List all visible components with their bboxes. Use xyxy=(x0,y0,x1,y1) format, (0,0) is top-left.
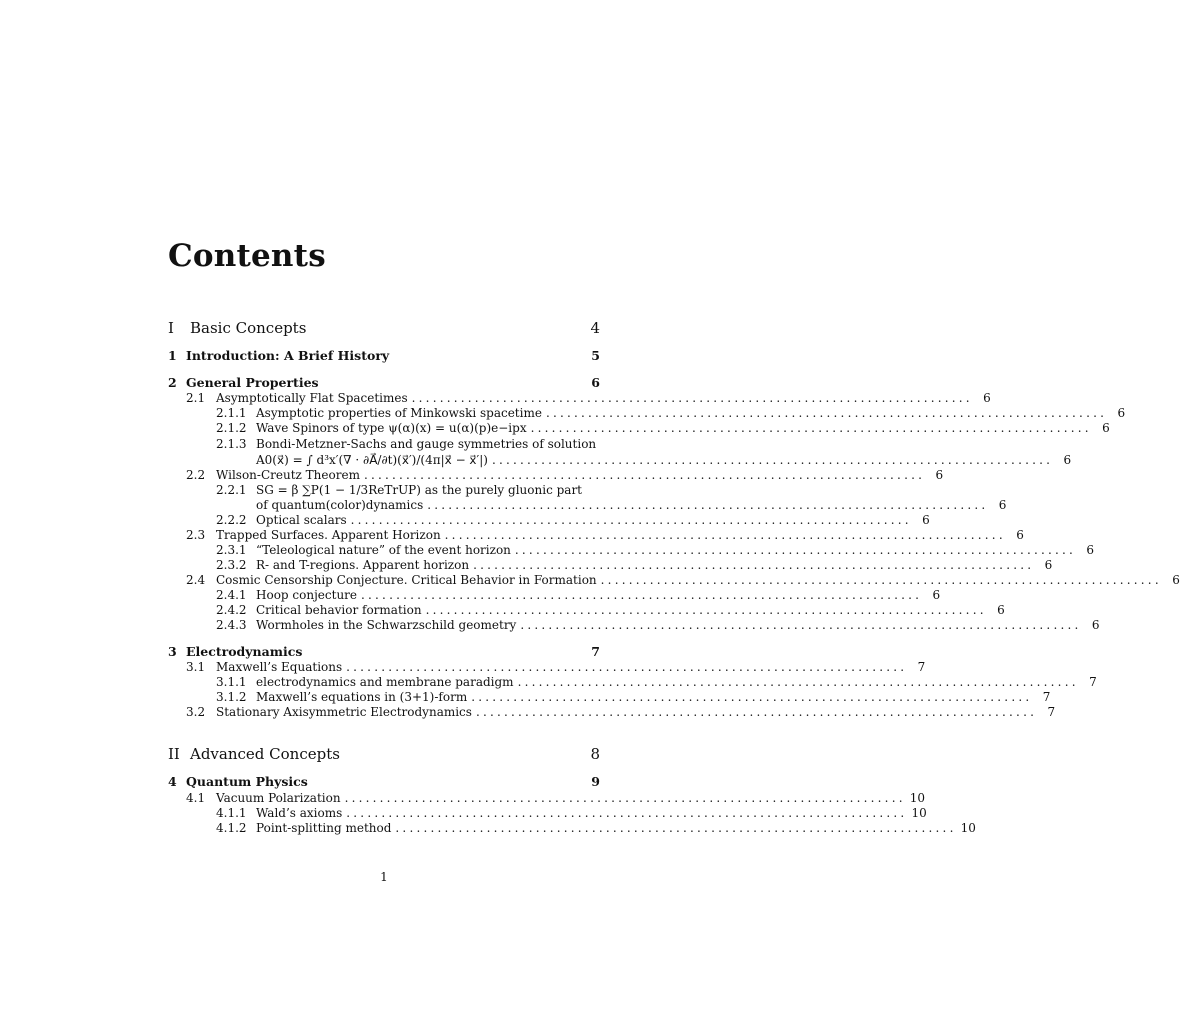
toc-entry-page: 10 xyxy=(911,806,927,820)
toc-entry-title: R- and T-regions. Apparent horizon xyxy=(256,558,470,572)
toc-entry-title: Critical behavior formation xyxy=(256,603,422,617)
toc-entry[interactable] xyxy=(168,744,600,764)
toc-entry-page: 6 xyxy=(1044,558,1053,572)
toc-entry-number: 2.4.1 xyxy=(216,588,247,602)
toc-entry-page: 7 xyxy=(591,644,600,659)
toc-entry-title: Vacuum Polarization xyxy=(216,791,341,805)
toc-entry[interactable] xyxy=(168,420,1110,436)
toc-entry-page: 6 xyxy=(1091,618,1100,632)
dot-leader: ................................................................................ xyxy=(361,588,923,602)
toc-entry-title: “Teleological nature” of the event horizon xyxy=(256,543,511,557)
toc-entry-title: Maxwell’s equations in (3+1)-form xyxy=(256,690,468,704)
toc-entry[interactable] xyxy=(168,436,600,452)
dot-leader: ................................................................................ xyxy=(346,660,908,674)
toc-entry-title: Introduction: A Brief History xyxy=(186,348,390,363)
toc-entry[interactable] xyxy=(168,390,991,406)
dot-leader: ................................................................................ xyxy=(411,391,973,405)
toc-entry-page: 6 xyxy=(1172,573,1180,587)
toc-entry[interactable] xyxy=(168,557,1053,573)
dot-leader: ................................................................................ xyxy=(346,806,908,820)
page-number: 1 xyxy=(380,870,388,884)
toc-entry[interactable] xyxy=(168,790,925,806)
dot-leader: ................................................................................ xyxy=(344,791,906,805)
toc-entry[interactable] xyxy=(168,452,1072,468)
toc-entry-page: 4 xyxy=(590,319,600,337)
toc-entry[interactable] xyxy=(168,497,1007,513)
toc-entry-title: Basic Concepts xyxy=(190,319,307,337)
toc-entry-number: 2.3 xyxy=(186,528,206,542)
toc-entry-page: 6 xyxy=(997,603,1005,617)
toc-entry-number: 2.2 xyxy=(186,468,206,482)
toc-entry-number: 4.1 xyxy=(186,791,206,805)
toc-entry[interactable] xyxy=(168,644,600,660)
toc-entry-page: 6 xyxy=(1086,543,1095,557)
dot-leader: ................................................................................ xyxy=(600,573,1162,587)
toc-entry-page: 6 xyxy=(935,468,944,482)
toc-entry-number: 3 xyxy=(168,644,177,659)
toc-entry-number: 2.1 xyxy=(186,391,206,405)
page-title: Contents xyxy=(168,238,326,274)
toc-entry-page: 5 xyxy=(591,348,600,363)
toc-entry-title: Wilson-Creutz Theorem xyxy=(216,468,360,482)
dot-leader: ................................................................................ xyxy=(395,821,957,835)
toc-entry-number: 3.1.1 xyxy=(216,675,247,689)
toc-entry-title: Maxwell’s Equations xyxy=(216,660,343,674)
toc-entry-title: Stationary Axisymmetric Electrodynamics xyxy=(216,705,472,719)
toc-entry[interactable] xyxy=(168,659,926,675)
dot-leader: ................................................................................ xyxy=(444,528,1006,542)
toc-entry-number: 2.2.1 xyxy=(216,483,247,497)
toc-entry-number: 2.2.2 xyxy=(216,513,247,527)
toc-entry[interactable] xyxy=(168,467,944,483)
toc-entry[interactable] xyxy=(168,348,600,364)
toc-entry-title: Optical scalars xyxy=(256,513,347,527)
toc-entry-page: 10 xyxy=(909,791,925,805)
toc-entry[interactable] xyxy=(168,602,1005,618)
toc-entry-title: A0(x⃗) = ∫ d³x′(∇ · ∂A⃗/∂t)(x⃗′)/(4π|x⃗ − x⃗′|) xyxy=(256,453,488,467)
dot-leader: ................................................................................ xyxy=(363,468,926,482)
toc-entry[interactable] xyxy=(168,375,600,391)
toc-entry-page: 6 xyxy=(1102,421,1110,435)
toc-entry-number: 2.1.1 xyxy=(216,406,247,420)
toc-entry-number: 3.2 xyxy=(186,705,206,719)
toc-entry-number: I xyxy=(168,319,174,337)
toc-entry[interactable] xyxy=(168,689,1051,705)
toc-entry-title: Point-splitting method xyxy=(256,821,392,835)
dot-leader: ................................................................................ xyxy=(514,543,1077,557)
toc-entry-page: 10 xyxy=(960,821,976,835)
toc-entry-title: Quantum Physics xyxy=(186,774,308,789)
dot-leader: ................................................................................ xyxy=(471,690,1033,704)
toc-entry[interactable] xyxy=(168,527,1024,543)
toc-entry[interactable] xyxy=(168,774,600,790)
toc-entry[interactable] xyxy=(168,512,930,528)
toc-entry[interactable] xyxy=(168,405,1126,421)
toc-entry-number: 3.1 xyxy=(186,660,206,674)
toc-entry-title: Electrodynamics xyxy=(186,644,303,659)
toc-entry-title: Wald’s axioms xyxy=(256,806,343,820)
toc-entry-title: General Properties xyxy=(186,375,319,390)
toc-entry[interactable] xyxy=(168,617,1100,633)
dot-leader: ................................................................................ xyxy=(350,513,912,527)
toc-entry-title: Wormholes in the Schwarzschild geometry xyxy=(256,618,517,632)
toc-entry-title: Bondi-Metzner-Sachs and gauge symmetries of solution xyxy=(256,437,597,451)
dot-leader: ................................................................................ xyxy=(520,618,1082,632)
toc-entry[interactable] xyxy=(168,318,600,338)
toc-entry-page: 9 xyxy=(591,774,600,789)
toc-entry-number: 2.4.2 xyxy=(216,603,247,617)
toc-entry-title: Asymptotic properties of Minkowski spacetime xyxy=(256,406,542,420)
toc-entry-number: 2.1.2 xyxy=(216,421,247,435)
dot-leader: ................................................................................ xyxy=(491,453,1054,467)
dot-leader: ................................................................................ xyxy=(425,603,987,617)
toc-entry[interactable] xyxy=(168,587,941,603)
toc-entry-number: 4.1.2 xyxy=(216,821,247,835)
toc-entry-page: 7 xyxy=(917,660,926,674)
toc-entry-page: 7 xyxy=(1089,675,1097,689)
toc-entry[interactable] xyxy=(168,542,1095,558)
toc-entry[interactable] xyxy=(168,674,1097,690)
toc-entry-number: 1 xyxy=(168,348,177,363)
dot-leader: ................................................................................ xyxy=(517,675,1079,689)
toc-entry[interactable] xyxy=(168,820,976,836)
toc-entry-title: Advanced Concepts xyxy=(190,745,340,763)
toc-entry-number: 2.3.2 xyxy=(216,558,247,572)
toc-entry-title: of quantum(color)dynamics xyxy=(256,498,424,512)
toc-entry-page: 6 xyxy=(983,391,991,405)
toc-entry-page: 6 xyxy=(998,498,1007,512)
toc-entry-number: 2.1.3 xyxy=(216,437,247,451)
toc-entry[interactable] xyxy=(168,572,1180,588)
dot-leader: ................................................................................ xyxy=(475,705,1038,719)
toc-entry-number: 3.1.2 xyxy=(216,690,247,704)
toc-entry[interactable] xyxy=(168,704,1056,720)
toc-entry-title: SG = β ∑P(1 − 1/3ReTrUP) as the purely gluonic part xyxy=(256,483,582,497)
toc-entry-page: 7 xyxy=(1047,705,1056,719)
toc-entry-number: 2.4 xyxy=(186,573,206,587)
toc-entry-page: 6 xyxy=(1016,528,1024,542)
toc-entry-number: 2 xyxy=(168,375,177,390)
dot-leader: ................................................................................ xyxy=(473,558,1035,572)
toc-entry-number: 2.3.1 xyxy=(216,543,247,557)
toc-entry-page: 6 xyxy=(922,513,930,527)
toc-entry-number: II xyxy=(168,745,180,763)
toc-entry-number: 4 xyxy=(168,774,177,789)
toc-entry-title: Wave Spinors of type ψ(α)(x) = u(α)(p)e−ipx xyxy=(256,421,527,435)
toc-entry-title: Hoop conjecture xyxy=(256,588,358,602)
toc-entry[interactable] xyxy=(168,805,927,821)
toc-entry-number: 4.1.1 xyxy=(216,806,247,820)
dot-leader: ................................................................................ xyxy=(545,406,1108,420)
toc-entry-page: 6 xyxy=(932,588,941,602)
toc-entry-page: 7 xyxy=(1042,690,1051,704)
toc-entry-title: electrodynamics and membrane paradigm xyxy=(256,675,514,689)
toc-entry-page: 6 xyxy=(591,375,600,390)
toc-entry-number: 2.4.3 xyxy=(216,618,247,632)
dot-leader: ................................................................................ xyxy=(530,421,1092,435)
toc-entry-title: Cosmic Censorship Conjecture. Critical Behavior in Formation xyxy=(216,573,597,587)
toc-entry[interactable] xyxy=(168,482,600,498)
toc-entry-title: Asymptotically Flat Spacetimes xyxy=(216,391,408,405)
toc-entry-page: 8 xyxy=(590,745,600,763)
toc-entry-page: 6 xyxy=(1063,453,1072,467)
toc-entry-title: Trapped Surfaces. Apparent Horizon xyxy=(216,528,441,542)
toc-entry-page: 6 xyxy=(1117,406,1126,420)
dot-leader: ................................................................................ xyxy=(427,498,989,512)
